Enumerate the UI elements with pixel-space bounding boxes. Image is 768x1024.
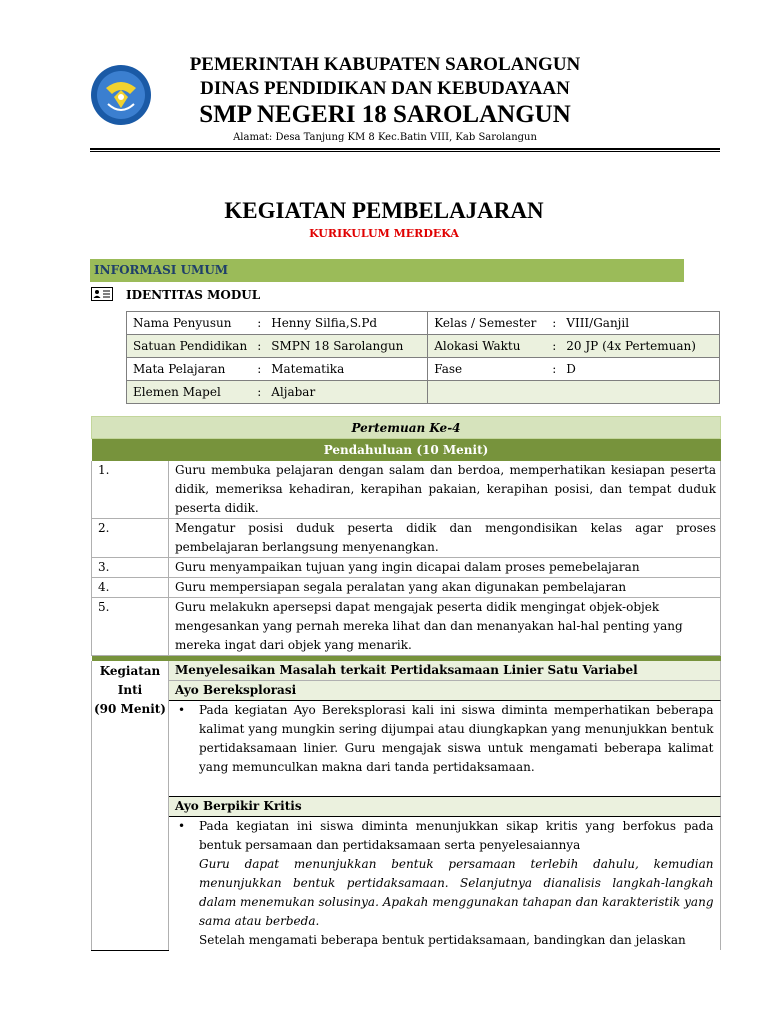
identity-value: VIII/Ganjil	[560, 312, 719, 335]
identity-value: Aljabar	[265, 381, 428, 404]
list-item	[92, 558, 721, 578]
critical-heading: Ayo Berpikir Kritis	[169, 797, 721, 817]
document-subtitle: KURIKULUM MERDEKA	[309, 227, 459, 240]
id-card-icon	[91, 287, 113, 301]
intro-header-row	[92, 439, 721, 462]
critical-bullet-italic: Guru dapat menunjukkan bentuk persamaan terlebih dahulu, kemudian menunjukkan bentuk pertidaksamaan. Selanjutnya dianalisis langkah-langkah dalam menemukan solusinya. Apakah menggunakan tahapan dan karakteristik yang sama atau berbeda.	[199, 857, 714, 928]
identity-row	[127, 312, 720, 335]
core-label-line: Kegiatan	[99, 664, 161, 678]
identity-colon: :	[548, 312, 560, 335]
list-number: 1.	[92, 461, 169, 519]
list-item	[92, 578, 721, 598]
list-number: 3.	[92, 558, 169, 578]
list-text: Guru mempersiapan segala peralatan yang akan digunakan pembelajaran	[169, 578, 721, 598]
letterhead-school-name: SMP NEGERI 18 SAROLANGUN	[199, 101, 571, 128]
core-label-line: (90 Menit)	[94, 702, 166, 716]
identity-value: Matematika	[265, 358, 428, 381]
letterhead-line-2: DINAS PENDIDIKAN DAN KEBUDAYAAN	[200, 78, 570, 99]
critical-bullet-text: Pada kegiatan ini siswa diminta menunjukkan sikap kritis yang berfokus pada bentuk persamaan dan pertidaksamaan serta penyelesaiannya	[199, 819, 714, 852]
identity-row	[127, 358, 720, 381]
meeting-label: Pertemuan Ke-4	[92, 417, 721, 439]
explore-heading: Ayo Bereksplorasi	[169, 681, 721, 701]
lesson-activity-table	[91, 416, 721, 951]
identity-row	[127, 335, 720, 358]
identity-colon	[548, 381, 560, 404]
bullet-dot: •	[178, 703, 186, 717]
core-activity-label	[92, 661, 169, 950]
identity-key: Elemen Mapel	[127, 381, 254, 404]
identity-key: Mata Pelajaran	[127, 358, 254, 381]
list-text: Guru melakukn apersepsi dapat mengajak peserta didik mengingat objek-objek mengesankan yang pernah mereka lihat dan dan menanyakan hal-hal penting yang mereka ingat dari objek yang menarik.	[169, 598, 721, 656]
identity-row	[127, 381, 720, 404]
identity-colon: :	[253, 381, 265, 404]
list-text: Guru menyampaikan tujuan yang ingin dicapai dalam proses pemebelajaran	[169, 558, 721, 578]
critical-bullet	[169, 817, 721, 950]
core-activity-row	[92, 661, 721, 950]
list-text: Mengatur posisi duduk peserta didik dan mengondisikan kelas agar proses pembelajaran berlangsung menyenangkan.	[169, 519, 721, 558]
explore-bullet-text: Pada kegiatan Ayo Bereksplorasi kali ini siswa diminta memperhatikan beberapa kalimat yang mungkin sering dijumpai atau diungkapkan yang menunjukkan bentuk pertidaksamaan linier. Guru mengajak siswa untuk mengamati beberapa kalimat yang memunculkan makna dari tanda pertidaksamaan.	[199, 703, 714, 774]
identity-table	[126, 311, 720, 404]
letterhead-address: Alamat: Desa Tanjung KM 8 Kec.Batin VIII, Kab Sarolangun	[233, 132, 537, 143]
section-header-informasi-umum	[90, 259, 684, 282]
list-item	[92, 461, 721, 519]
identity-key: Kelas / Semester	[428, 312, 549, 335]
identity-value	[560, 381, 719, 404]
identity-value: Henny Silfia,S.Pd	[265, 312, 428, 335]
core-label-line: Inti	[117, 683, 143, 697]
list-text: Guru membuka pelajaran dengan salam dan berdoa, memperhatikan kesiapan peserta didik, memeriksa kehadiran, kerapihan pakaian, kerapihan posisi, dan tempat duduk peserta didik.	[169, 461, 721, 519]
identity-colon: :	[253, 358, 265, 381]
meeting-row	[92, 417, 721, 439]
identity-value: 20 JP (4x Pertemuan)	[560, 335, 719, 358]
explore-bullet	[169, 701, 721, 797]
section-header-label: INFORMASI UMUM	[94, 263, 229, 277]
identity-key: Alokasi Waktu	[428, 335, 549, 358]
identity-colon: :	[253, 312, 265, 335]
core-topic-title: Menyelesaikan Masalah terkait Pertidaksamaan Linier Satu Variabel	[169, 661, 721, 681]
letterhead-rule-thin	[90, 151, 720, 152]
identity-value: SMPN 18 Sarolangun	[265, 335, 428, 358]
document-title: KEGIATAN PEMBELAJARAN	[224, 198, 544, 223]
identity-value: D	[560, 358, 719, 381]
bullet-dot: •	[178, 819, 186, 833]
list-item	[92, 598, 721, 656]
tut-wuri-handayani-logo	[90, 64, 152, 126]
list-number: 4.	[92, 578, 169, 598]
identity-colon: :	[548, 335, 560, 358]
list-number: 2.	[92, 519, 169, 558]
list-item	[92, 519, 721, 558]
identity-colon: :	[253, 335, 265, 358]
identity-key: Nama Penyusun	[127, 312, 254, 335]
list-number: 5.	[92, 598, 169, 656]
identity-colon: :	[548, 358, 560, 381]
letterhead-line-1: PEMERINTAH KABUPATEN SAROLANGUN	[189, 54, 581, 75]
intro-header: Pendahuluan (10 Menit)	[92, 439, 721, 462]
letterhead-rule	[90, 148, 720, 150]
identity-key: Satuan Pendidikan	[127, 335, 254, 358]
core-activity-content	[169, 661, 721, 950]
identity-key: Fase	[428, 358, 549, 381]
identitas-modul-label: IDENTITAS MODUL	[126, 288, 261, 302]
critical-bullet-continuation: Setelah mengamati beberapa bentuk pertidaksamaan, bandingkan dan jelaskan	[199, 933, 686, 947]
identity-key	[428, 381, 549, 404]
